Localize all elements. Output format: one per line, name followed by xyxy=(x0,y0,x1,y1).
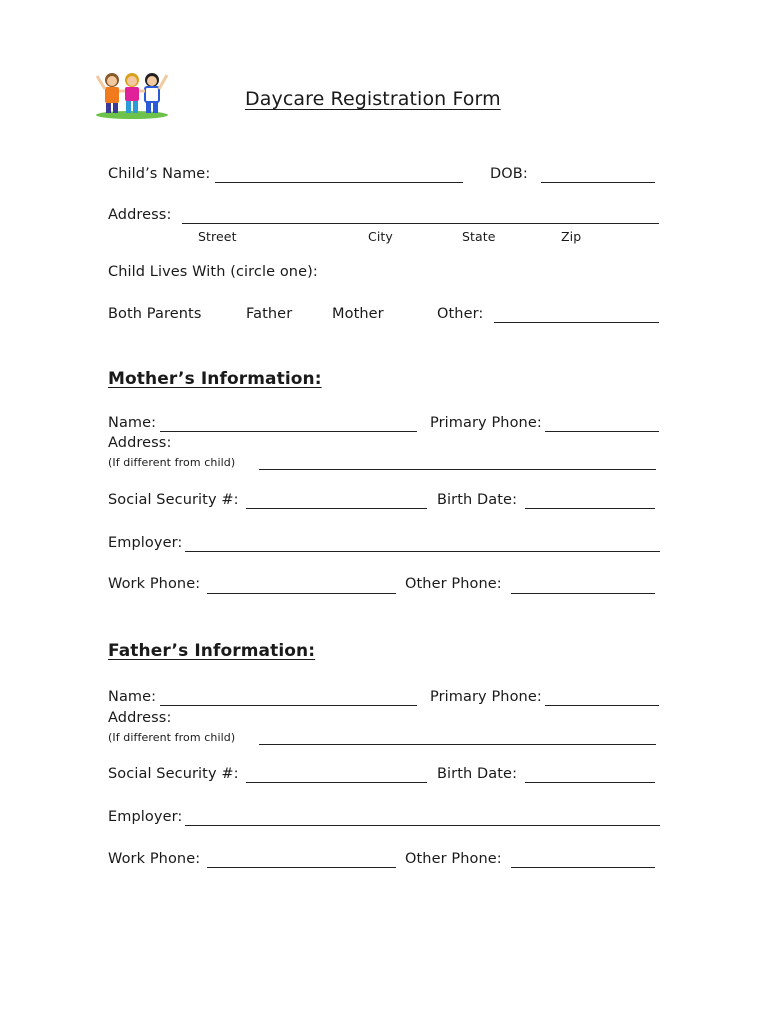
child-address-label: Address: xyxy=(108,207,172,223)
dob-field xyxy=(541,182,655,183)
lives-with-mother: Mother xyxy=(332,306,384,322)
mother-employer-label: Employer: xyxy=(108,535,183,551)
father-work-phone-label: Work Phone: xyxy=(108,851,201,867)
mother-ssn-field xyxy=(246,508,427,509)
lives-with-both-parents: Both Parents xyxy=(108,306,202,322)
child-name-field xyxy=(215,182,463,183)
mother-ssn-label: Social Security #: xyxy=(108,492,239,508)
mother-birth-date-field xyxy=(525,508,655,509)
mother-work-phone-label: Work Phone: xyxy=(108,576,201,592)
father-work-phone-field xyxy=(207,867,396,868)
father-section-heading: Father’s Information: xyxy=(108,641,316,661)
lives-with-label: Child Lives With (circle one): xyxy=(108,264,318,280)
mother-employer-field xyxy=(185,551,660,552)
father-primary-phone-field xyxy=(545,705,659,706)
lives-with-father: Father xyxy=(246,306,293,322)
mother-other-phone-field xyxy=(511,593,655,594)
mother-primary-phone-field xyxy=(545,431,659,432)
mother-name-field xyxy=(160,431,417,432)
mother-work-phone-field xyxy=(207,593,396,594)
father-other-phone-label: Other Phone: xyxy=(405,851,502,867)
father-primary-phone-label: Primary Phone: xyxy=(430,689,542,705)
address-city-caption: City xyxy=(368,229,393,244)
mother-name-label: Name: xyxy=(108,415,157,431)
father-name-label: Name: xyxy=(108,689,157,705)
lives-with-other-label: Other: xyxy=(437,306,484,322)
mother-address-note: (If different from child) xyxy=(108,456,236,469)
child-address-field xyxy=(182,223,659,224)
mother-section-heading: Mother’s Information: xyxy=(108,369,322,389)
child-name-label: Child’s Name: xyxy=(108,166,211,182)
mother-primary-phone-label: Primary Phone: xyxy=(430,415,542,431)
address-zip-caption: Zip xyxy=(561,229,582,244)
father-birth-date-label: Birth Date: xyxy=(437,766,518,782)
father-address-note: (If different from child) xyxy=(108,731,236,744)
father-name-field xyxy=(160,705,417,706)
father-birth-date-field xyxy=(525,782,655,783)
father-address-label: Address: xyxy=(108,710,172,726)
mother-address-label: Address: xyxy=(108,435,172,451)
children-logo-icon xyxy=(94,70,170,120)
father-address-field xyxy=(259,744,656,745)
lives-with-other-field xyxy=(494,322,659,323)
mother-address-field xyxy=(259,469,656,470)
father-employer-field xyxy=(185,825,660,826)
page-title: Daycare Registration Form xyxy=(245,88,501,110)
father-employer-label: Employer: xyxy=(108,809,183,825)
father-ssn-label: Social Security #: xyxy=(108,766,239,782)
address-street-caption: Street xyxy=(198,229,237,244)
father-ssn-field xyxy=(246,782,427,783)
address-state-caption: State xyxy=(462,229,496,244)
mother-other-phone-label: Other Phone: xyxy=(405,576,502,592)
mother-birth-date-label: Birth Date: xyxy=(437,492,518,508)
father-other-phone-field xyxy=(511,867,655,868)
dob-label: DOB: xyxy=(490,166,528,182)
